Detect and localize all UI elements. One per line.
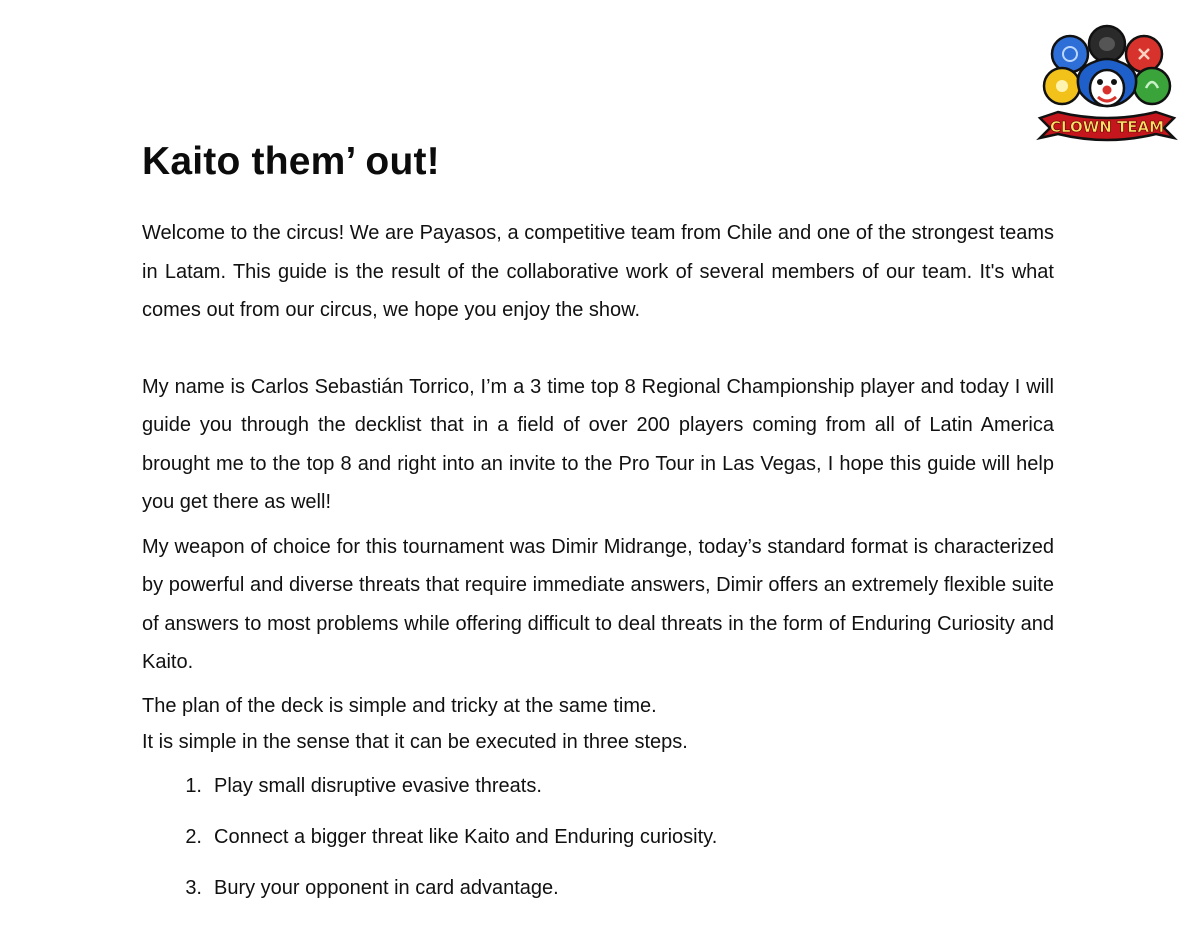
- steps-list: [142, 766, 1054, 919]
- intro-paragraph: Welcome to the circus! We are Payasos, a competitive team from Chile and one of the strongest teams in Latam. This guide is the result of the collaborative work of several members of our team. It's what comes out from our circus, we hope you enjoy the show.: [142, 222, 1054, 321]
- page-title: Kaito them’ out!: [142, 140, 440, 183]
- list-item: [142, 766, 1054, 817]
- clown-team-logo: [1032, 22, 1182, 146]
- list-item: [142, 868, 1054, 919]
- step-number: 1.: [185, 774, 202, 797]
- step-text: Connect a bigger threat like Kaito and Enduring curiosity.: [214, 825, 718, 848]
- deck-choice-paragraph: My weapon of choice for this tournament was Dimir Midrange, today’s standard format is characterized by powerful and diverse threats that require immediate answers, Dimir offers an extremely flexible suite of answers to most problems while offering difficult to deal threats in the form of Enduring Curiosity and Kaito.: [142, 535, 1054, 673]
- step-number: 2.: [185, 825, 202, 848]
- step-text: Bury your opponent in card advantage.: [214, 876, 559, 899]
- plan-line: The plan of the deck is simple and tricky at the same time.: [142, 694, 657, 717]
- plan-line: It is simple in the sense that it can be executed in three steps.: [142, 730, 688, 753]
- step-text: Play small disruptive evasive threats.: [214, 774, 542, 797]
- step-number: 3.: [185, 876, 202, 899]
- document-body: [142, 214, 1054, 919]
- author-paragraph: My name is Carlos Sebastián Torrico, I’m a 3 time top 8 Regional Championship player and today I will guide you through the decklist that in a field of over 200 players coming from all of Latin America brought me to the top 8 and right into an invite to the Pro Tour in Las Vegas, I hope this guide will help you get there as well!: [142, 375, 1054, 513]
- blue-balloon-icon: [1052, 36, 1088, 72]
- logo-text: CLOWN TEAM: [1049, 118, 1165, 136]
- green-balloon-icon: [1134, 68, 1170, 104]
- list-item: [142, 817, 1054, 868]
- plan-paragraph: [142, 688, 1054, 760]
